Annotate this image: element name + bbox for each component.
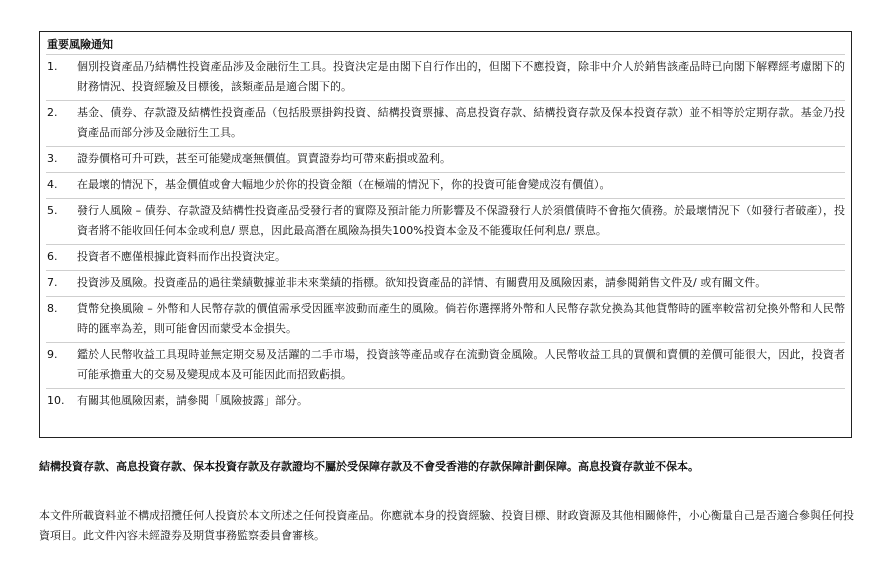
item-text: 貨幣兌換風險 – 外幣和人民幣存款的價值需承受因匯率波動而產生的風險。倘若你選擇將外幣和人民幣存款兌換為其他貨幣時的匯率較當初兌換外幣和人民幣時的匯率為差，則可能會因而蒙受本金損失。 xyxy=(77,302,845,335)
list-item xyxy=(46,54,845,100)
item-number: 4. xyxy=(47,178,58,191)
item-text: 在最壞的情況下，基金價值或會大幅地少於你的投資金額（在極端的情況下，你的投資可能會變成沒有價值）。 xyxy=(77,178,611,191)
list-item xyxy=(46,270,845,296)
item-number: 5. xyxy=(47,204,58,217)
item-number: 2. xyxy=(47,106,58,119)
item-number: 8. xyxy=(47,302,58,315)
list-item xyxy=(46,198,845,244)
item-text: 基金、債券、存款證及結構性投資產品（包括股票掛鈎投資、結構投資票據、高息投資存款、結構投資存款及保本投資存款）並不相等於定期存款。基金乃投資產品而部分涉及金融衍生工具。 xyxy=(77,106,845,139)
item-number: 9. xyxy=(47,348,58,361)
risk-list xyxy=(46,54,845,414)
item-number: 6. xyxy=(47,250,58,263)
list-item xyxy=(46,388,845,414)
list-item xyxy=(46,342,845,388)
list-item xyxy=(46,172,845,198)
item-number: 7. xyxy=(47,276,58,289)
item-text: 投資涉及風險。投資產品的過往業績數據並非未來業績的指標。欲知投資產品的詳情、有關費用及風險因素，請參閱銷售文件及/ 或有關文件。 xyxy=(77,276,767,289)
item-number: 10. xyxy=(47,394,65,407)
item-text: 投資者不應僅根據此資料而作出投資決定。 xyxy=(77,250,286,263)
item-text: 鑑於人民幣收益工具現時並無定期交易及活躍的二手市場，投資該等產品或存在流動資金風險。人民幣收益工具的買價和賣價的差價可能很大，因此，投資者可能承擔重大的交易及變現成本及可能因此而招致虧損。 xyxy=(77,348,845,381)
item-number: 1. xyxy=(47,60,58,73)
item-number: 3. xyxy=(47,152,58,165)
list-item xyxy=(46,244,845,270)
list-item xyxy=(46,146,845,172)
item-text: 有關其他風險因素，請參閱「風險披露」部分。 xyxy=(77,394,308,407)
list-item xyxy=(46,296,845,342)
deposit-protection-notice: 結構投資存款、高息投資存款、保本投資存款及存款證均不屬於受保障存款及不會受香港的存款保障計劃保障。高息投資存款並不保本。 xyxy=(39,460,699,473)
risk-notice-title: 重要風險通知 xyxy=(47,38,113,51)
list-item xyxy=(46,100,845,146)
disclaimer-paragraph: 本文件所載資料並不構成招攬任何人投資於本文所述之任何投資產品。你應就本身的投資經驗、投資目標、財政資源及其他相關條件，小心衡量自己是否適合參與任何投資項目。此文件內容未經證券及期貨事務監察委員會審核。 xyxy=(39,509,854,542)
item-text: 發行人風險 – 債券、存款證及結構性投資產品受發行者的實際及預計能力所影響及不保證發行人於須償債時不會拖欠債務。於最壞情況下（如發行者破產），投資者將不能收回任何本金或利息/ 票息，因此最高潛在風險為損失100%投資本金及不能獲取任何利息/ 票息。 xyxy=(77,204,845,237)
item-text: 個別投資產品乃結構性投資產品涉及金融衍生工具。投資決定是由閣下自行作出的，但閣下不應投資，除非中介人於銷售該產品時已向閣下解釋經考慮閣下的財務情況、投資經驗及目標後，該類產品是適合閣下的。 xyxy=(77,60,845,93)
risk-notice-box xyxy=(39,31,852,438)
item-text: 證券價格可升可跌，甚至可能變成毫無價值。買賣證券均可帶來虧損或盈利。 xyxy=(77,152,451,165)
